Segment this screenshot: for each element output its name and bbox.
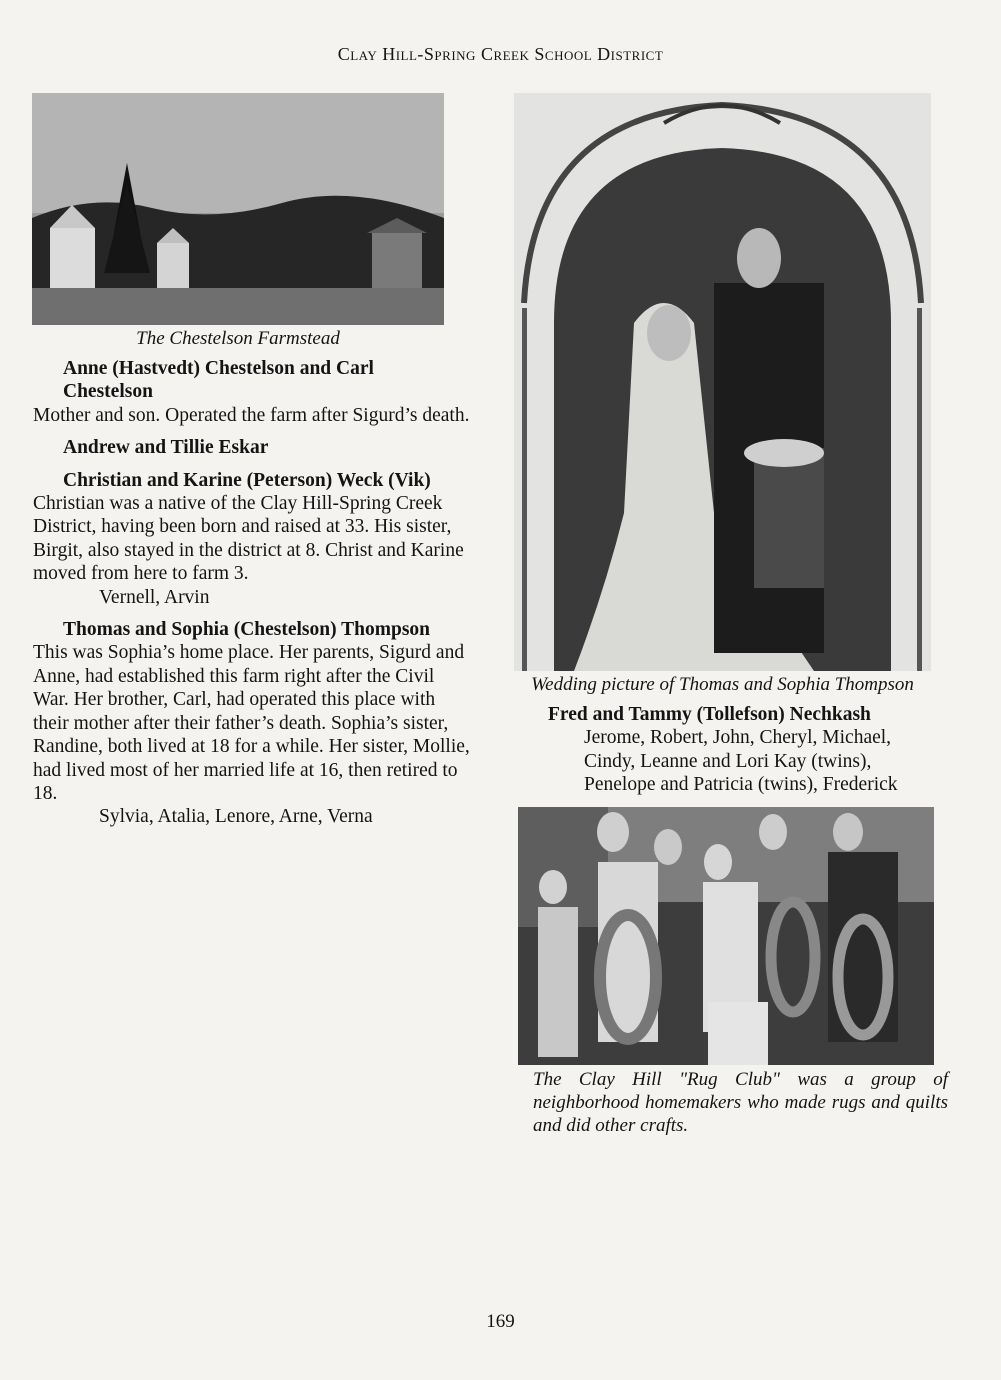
wedding-caption: Wedding picture of Thomas and Sophia Thompson [531, 674, 914, 695]
entry-heading: Fred and Tammy (Tollefson) Nechkash [548, 704, 871, 725]
entry-heading: Christian and Karine (Peterson) Weck (Vik) [63, 469, 431, 491]
entry-body: Christian was a native of the Clay Hill-Spring Creek District, having been born and raised at 33. His sister, Birgit, also stayed in the district at 8. Christ and Karine moved from here to farm 3. [33, 493, 464, 585]
rug-club-illustration [518, 807, 934, 1065]
right-entry [518, 703, 938, 797]
left-column [33, 357, 473, 829]
entry [33, 357, 473, 427]
entry-heading: Anne (Hastvedt) Chestelson and Carl Chestelson [63, 358, 374, 403]
running-head: Clay Hill-Spring Creek School District [337, 44, 664, 64]
entry-heading: Andrew and Tillie Eskar [63, 437, 269, 459]
entry-body: Mother and son. Operated the farm after Sigurd’s death. [33, 404, 470, 426]
children-list: Vernell, Arvin [99, 586, 210, 608]
wedding-illustration [514, 93, 931, 671]
rug-club-caption: The Clay Hill "Rug Club" was a group of neighborhood homemakers who made rugs and quilts and did other crafts. [533, 1069, 948, 1136]
farmstead-caption: The Chestelson Farmstead [136, 328, 340, 349]
entry [33, 436, 473, 459]
page-number: 169 [486, 1311, 515, 1332]
entry [33, 618, 473, 829]
children-list: Jerome, Robert, John, Cheryl, Michael, Cindy, Leanne and Lori Kay (twins), Penelope and Patricia (twins), Frederick [584, 727, 898, 796]
farmstead-photo [32, 93, 444, 325]
entry-body: This was Sophia’s home place. Her parents, Sigurd and Anne, had established this farm right after the Civil War. Her brother, Carl, had operated this place with their mother after their father’s death. Sophia’s sister, Randine, both lived at 18 for a while. Her sister, Mollie, had lived most of her married life at 16, then retired to 18. [33, 642, 470, 804]
rug-club-photo [518, 807, 934, 1065]
farmstead-illustration [32, 93, 444, 325]
wedding-photo [514, 93, 931, 671]
entry-heading: Thomas and Sophia (Chestelson) Thompson [63, 619, 431, 641]
entry [33, 469, 473, 609]
children-list: Sylvia, Atalia, Lenore, Arne, Verna [99, 806, 373, 828]
